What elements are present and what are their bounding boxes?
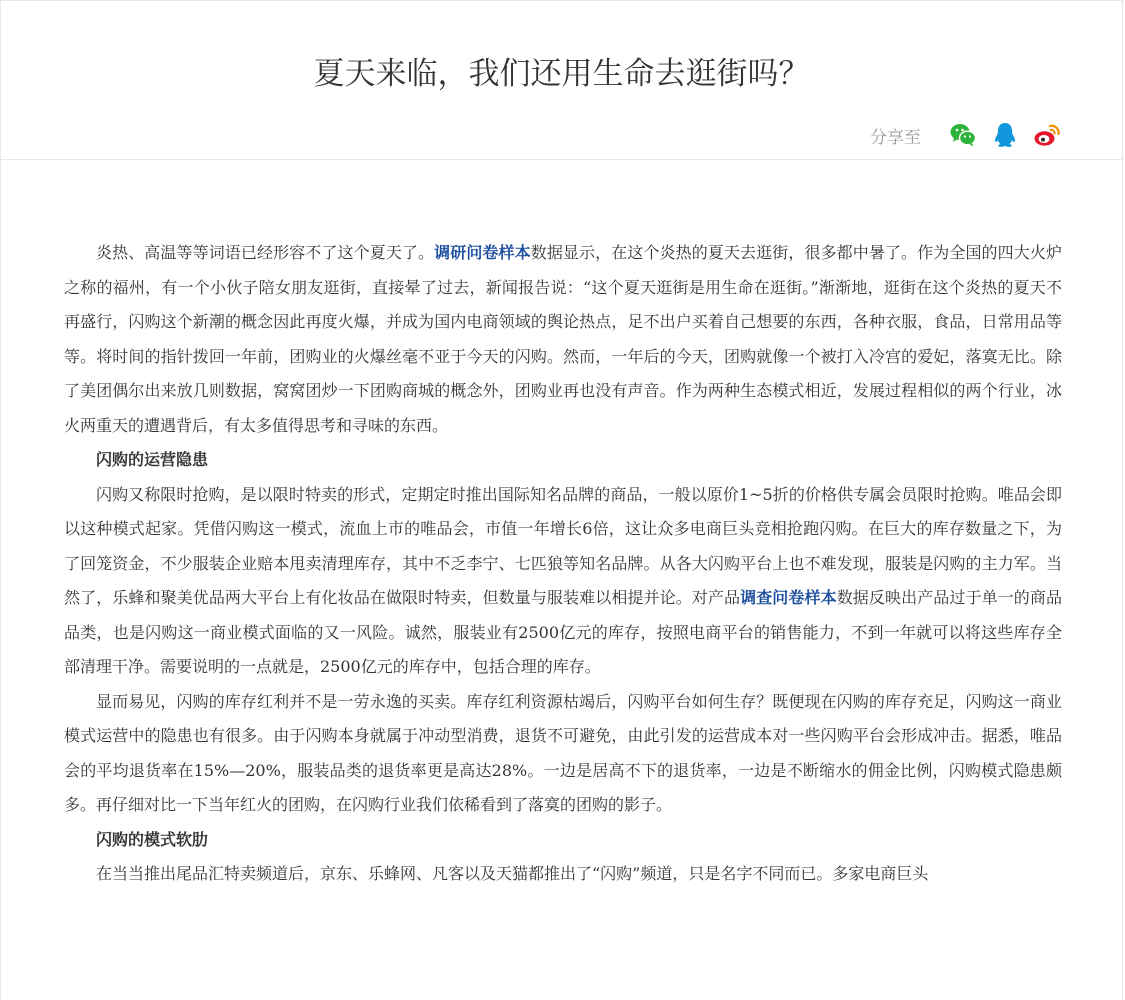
- paragraph-2: [64, 478, 1062, 685]
- survey-sample-link[interactable]: 调研问卷样本: [434, 243, 531, 262]
- questionnaire-sample-link[interactable]: 调查问卷样本: [740, 588, 837, 607]
- paragraph-1-text-b: 数据显示，在这个炎热的夏天去逛街，很多都中暑了。作为全国的四大火炉之称的福州，有一个小伙子陪女朋友逛街，直接晕了过去，新闻报告说：“这个夏天逛街是用生命在逛街。”渐渐地，逛街在这个炎热的夏天不再盛行，闪购这个新潮的概念因此再度火爆，并成为国内电商领域的舆论热点，足不出户买着自己想要的东西，各种衣服，食品，日常用品等等。将时间的指针拨回一年前，团购业的火爆丝毫不亚于今天的闪购。然而，一年后的今天，团购就像一个被打入冷宫的爱妃，落寞无比。除了美团偶尔出来放几则数据，窝窝团炒一下团购商城的概念外，团购业再也没有声音。作为两种生态模式相近，发展过程相似的两个行业，冰火两重天的遭遇背后，有太多值得思考和寻味的东西。: [64, 243, 1062, 435]
- article-title: 夏天来临，我们还用生命去逛街吗？: [313, 56, 810, 92]
- paragraph-2-text-b: 数据反映出产品过于单一的商品品类，也是闪购这一商业模式面临的又一风险。诚然，服装业有2500亿元的库存，按照电商平台的销售能力，不到一年就可以将这些库存全部清理干净。需要说明的一点就是，2500亿元的库存中，包括合理的库存。: [64, 588, 1062, 676]
- section-heading-1: 闪购的运营隐患: [96, 450, 209, 469]
- wechat-icon[interactable]: [949, 121, 977, 149]
- article-body: [64, 236, 1062, 892]
- paragraph-4: 在当当推出尾品汇特卖频道后，京东、乐蜂网、凡客以及天猫都推出了“闪购”频道，只是名字不同而已。多家电商巨头: [96, 864, 929, 883]
- section-heading-2: 闪购的模式软肋: [96, 829, 209, 849]
- share-label: 分享至: [870, 127, 921, 148]
- article-header: [0, 0, 1123, 160]
- share-bar: [870, 118, 1061, 152]
- qq-icon[interactable]: [991, 121, 1019, 149]
- paragraph-1-text-a: 炎热、高温等等词语已经形容不了这个夏天了。: [96, 243, 435, 262]
- weibo-icon[interactable]: [1033, 121, 1061, 149]
- paragraph-1: [64, 236, 1062, 443]
- paragraph-3: 显而易见，闪购的库存红利并不是一劳永逸的买卖。库存红利资源枯竭后，闪购平台如何生存？既便现在闪购的库存充足，闪购这一商业模式运营中的隐患也有很多。由于闪购本身就属于冲动型消费，退货不可避免，由此引发的运营成本对一些闪购平台会形成冲击。据悉，唯品会的平均退货率在15%—20%，服装品类的退货率更是高达28%。一边是居高不下的退货率，一边是不断缩水的佣金比例，闪购模式隐患颇多。再仔细对比一下当年红火的团购，在闪购行业我们依稀看到了落寞的团购的影子。: [64, 691, 1062, 814]
- paragraph-2-text-a: 闪购又称限时抢购，是以限时特卖的形式，定期定时推出国际知名品牌的商品，一般以原价1~5折的价格供专属会员限时抢购。唯品会即以这种模式起家。凭借闪购这一模式，流血上市的唯品会，市值一年增长6倍，这让众多电商巨头竞相抢跑闪购。在巨大的库存数量之下，为了回笼资金，不少服装企业赔本甩卖清理库存，其中不乏李宁、七匹狼等知名品牌。从各大闪购平台上也不难发现，服装是闪购的主力军。当然了，乐蜂和聚美优品两大平台上有化妆品在做限时特卖，但数量与服装难以相提并论。对产品: [64, 484, 1062, 607]
